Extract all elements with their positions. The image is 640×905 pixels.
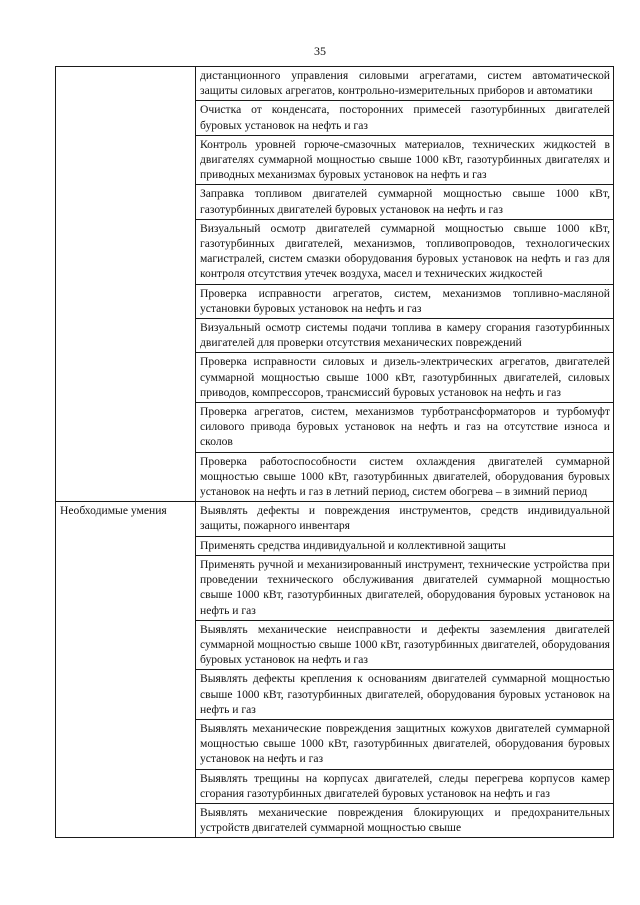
table-cell-text: Выявлять дефекты и повреждения инструментов, средств индивидуальной защиты, пожарного инвентаря — [196, 502, 614, 536]
table-cell-text: Проверка агрегатов, систем, механизмов турботрансформаторов и турбомуфт силового привода буровых установок на нефть и газ на отсутствие износа и сколов — [196, 403, 614, 453]
table-cell-text: Выявлять механические повреждения защитных кожухов двигателей суммарной мощностью свыше 1000 кВт, газотурбинных двигателей, оборудования буровых установок на нефть и газ — [196, 719, 614, 769]
table-cell-text: Контроль уровней горюче-смазочных материалов, технических жидкостей в двигателях суммарной мощностью свыше 1000 кВт, газотурбинных двигателях и приводных механизмах буровых установок на нефть и газ — [196, 135, 614, 185]
table-row — [56, 502, 614, 536]
section-label: Необходимые умения — [56, 502, 196, 838]
requirements-table-body — [56, 67, 614, 838]
table-cell-text: Визуальный осмотр системы подачи топлива в камеру сгорания газотурбинных двигателей для проверки отсутствия механических повреждений — [196, 319, 614, 353]
table-cell-text: Проверка работоспособности систем охлаждения двигателей суммарной мощностью свыше 1000 кВт, газотурбинных двигателей, оборудования буровых установок на нефть и газ в летний период, систем обогрева – в зимний период — [196, 452, 614, 502]
table-cell-text: Применять ручной и механизированный инструмент, технические устройства при проведении технического обслуживания двигателей суммарной мощностью свыше 1000 кВт, газотурбинных двигателей, оборудования буровых установок на нефть и газ — [196, 555, 614, 620]
requirements-table — [55, 66, 614, 838]
table-cell-text: Заправка топливом двигателей суммарной мощностью свыше 1000 кВт, газотурбинных двигателей буровых установок на нефть и газ — [196, 185, 614, 219]
table-cell-text: Применять средства индивидуальной и коллективной защиты — [196, 536, 614, 555]
table-row — [56, 67, 614, 101]
table-cell-text: Проверка исправности силовых и дизель-электрических агрегатов, двигателей суммарной мощностью свыше 1000 кВт, газотурбинных двигателей, силовых приводов, компрессоров, трансмиссий буровых установок на нефть и газ — [196, 353, 614, 403]
table-cell-text: дистанционного управления силовыми агрегатами, систем автоматической защиты силовых агрегатов, контрольно-измерительных приборов и автоматики — [196, 67, 614, 101]
table-cell-text: Выявлять механические неисправности и дефекты заземления двигателей суммарной мощностью свыше 1000 кВт, газотурбинных двигателей, оборудования буровых установок на нефть и газ — [196, 620, 614, 670]
table-cell-text: Выявлять трещины на корпусах двигателей, следы перегрева корпусов камер сгорания газотурбинных двигателей буровых установок на нефть и газ — [196, 769, 614, 803]
table-cell-text: Проверка исправности агрегатов, систем, механизмов топливно-масляной установки буровых установок на нефть и газ — [196, 284, 614, 318]
page-number: 35 — [314, 44, 326, 58]
section-label — [56, 67, 196, 502]
table-cell-text: Очистка от конденсата, посторонних примесей газотурбинных двигателей буровых установок на нефть и газ — [196, 101, 614, 135]
table-cell-text: Визуальный осмотр двигателей суммарной мощностью свыше 1000 кВт, газотурбинных двигателей, механизмов, топливопроводов, технологических магистралей, систем смазки оборудования буровых установок на нефть и газ для контроля отсутствия утечек воздуха, масел и технических жидкостей — [196, 219, 614, 284]
table-cell-text: Выявлять механические повреждения блокирующих и предохранительных устройств двигателей суммарной мощностью свыше — [196, 803, 614, 837]
table-cell-text: Выявлять дефекты крепления к основаниям двигателей суммарной мощностью свыше 1000 кВт, газотурбинных двигателей, оборудования буровых установок на нефть и газ — [196, 670, 614, 720]
